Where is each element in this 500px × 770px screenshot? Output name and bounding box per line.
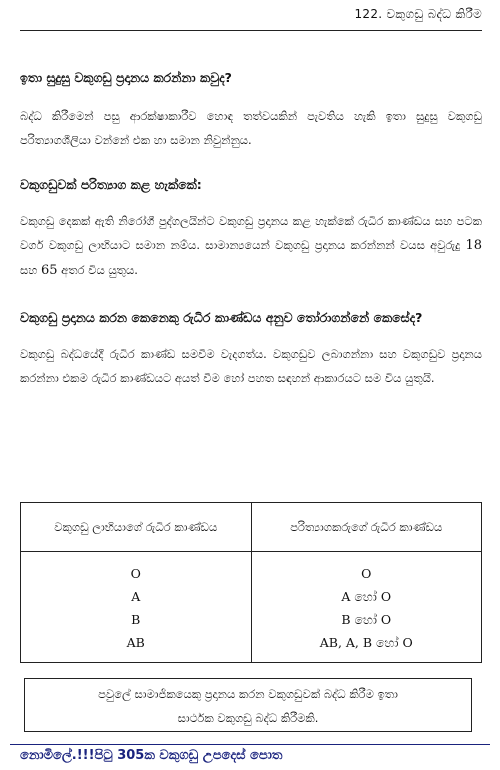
page-title: 122. වකුගඩු බද්ධ කිරීම (354, 7, 482, 21)
donor-for-ab: AB, A, B හෝ O (319, 635, 413, 650)
blood-group-table (20, 502, 482, 663)
section2-body-end: අතර විය යුතුය. (57, 263, 138, 277)
section2-body (20, 209, 482, 283)
footer-text: නොමිලේ.!!!පිටු 305ක වකුගඩු උපදෙස් පොත (20, 748, 283, 763)
page-footer (10, 744, 490, 770)
section3-body: වකුගඩු බද්ධයේදී රුධිර කාණ්ඩ සමවීම වැදගත්ය. වකුගඩුව ලබාගන්නා සහ වකුගඩුව ප්‍රදානය කරන්නා එකම රුධිර කාණ්ඩයට අයත් වීම හෝ පහත සඳහන් ආකාරයට සම විය යුතුයි. (20, 347, 482, 385)
section1-body: බද්ධ කිරීමෙන් පසු ආරක්ෂාකාරීව හොඳ තත්වයකින් පැවතිය හැකි ඉතා සුදුසු වකුගඩු පරිත්‍යාගශීලියා වන්නේ එක හා සමාන නිවුන්නුය. (20, 109, 482, 147)
section1-heading: ඉතා සුදුසු වකුගඩු ප්‍රදානය කරන්නා කවුද? (20, 70, 232, 85)
note-box (24, 678, 472, 732)
table-row (21, 552, 482, 663)
donor-for-b: B හෝ O (341, 612, 392, 627)
section2-body-mid: සහ (20, 263, 41, 277)
recipient-column-header: වකුගඩු ලාභියාගේ රුධිර කාණ්ඩය (21, 503, 252, 552)
donor-cell (251, 552, 482, 663)
donor-for-a: A හෝ O (341, 589, 392, 604)
donor-column-header: පරිත්‍යාගකරුගේ රුධිර කාණ්ඩය (251, 503, 482, 552)
section2-heading: වකුගඩුවක් පරිත්‍යාග කළ හැක්කේ: (20, 177, 202, 192)
recipient-cell (21, 552, 252, 663)
recipient-group-o: O (130, 566, 141, 581)
note-line-2: සාර්ථක වකුගඩු බද්ධ කිරීමකි. (177, 711, 319, 725)
age-max: 65 (40, 263, 58, 278)
section3-heading: වකුගඩු ප්‍රදානය කරන කෙනෙකු රුධිර කාණ්ඩය අනුව තෝරාගන්නේ කෙසේද? (20, 310, 423, 325)
note-line-1: පවුලේ සාමාජිකයෙකු ප්‍රදානය කරන වකුගඩුවක් බද්ධ කිරීම ඉතා (98, 687, 398, 701)
table-header-row (21, 503, 482, 552)
page-header (20, 0, 482, 31)
donor-for-o: O (361, 566, 372, 581)
main-content (20, 40, 482, 390)
recipient-group-b: B (131, 612, 141, 627)
recipient-group-ab: AB (126, 635, 145, 650)
section2-body-start: වකුගඩු දෙකක් ඇති නිරෝගී පුද්ගලයින්ට වකුගඩු ප්‍රදානය කළ හැක්කේ රුධිර කාණ්ඩය සහ පටක වර්ග වකුගඩු ලාභියාට සමාන නම්ය. සාමාන්‍යයෙන් වකුගඩු ප්‍රදානය කරන්නන් වයස අවුරුදු (20, 214, 482, 252)
recipient-group-a: A (131, 589, 141, 604)
age-min: 18 (465, 238, 482, 253)
